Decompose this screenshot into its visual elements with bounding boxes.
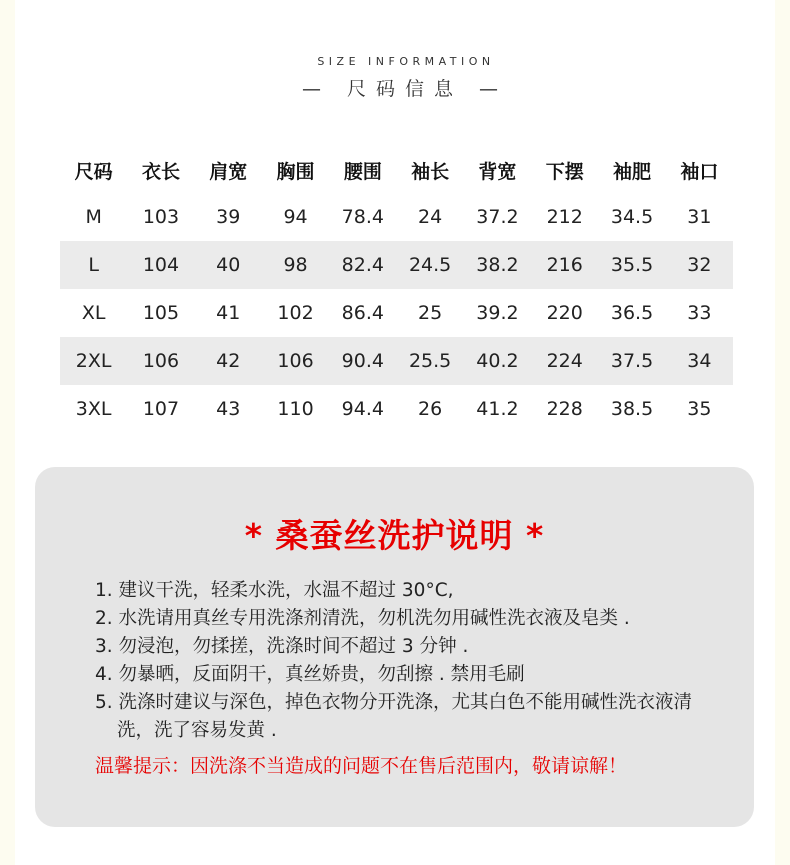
table-cell: 102 [277, 302, 314, 324]
table-cell: 38.2 [464, 241, 531, 289]
column-header: 胸围 [276, 160, 315, 183]
table-cell: 25 [418, 302, 443, 324]
table-cell: 41.2 [476, 398, 519, 420]
table-cell: 35.5 [598, 241, 665, 289]
table-cell: 90.4 [329, 337, 396, 385]
table-cell: 228 [546, 398, 583, 420]
table-cell: 110 [277, 398, 314, 420]
page [15, 0, 775, 865]
table-cell: 224 [531, 337, 598, 385]
table-cell: M [85, 206, 102, 228]
table-cell: XL [81, 302, 106, 324]
table-cell: 38.5 [610, 398, 654, 420]
column-header: 袖长 [411, 160, 450, 183]
table-cell: 34 [666, 337, 733, 385]
table-row [60, 289, 733, 337]
table-cell: 3XL [75, 398, 112, 420]
table-cell: 31 [687, 206, 712, 228]
column-header: 腰围 [343, 160, 382, 183]
table-cell: 103 [142, 206, 180, 228]
care-list [95, 577, 725, 745]
table-cell: 105 [142, 302, 180, 324]
table-cell: 25.5 [396, 337, 463, 385]
column-header: 下摆 [545, 160, 584, 183]
table-cell: 42 [195, 337, 262, 385]
table-row [60, 385, 733, 433]
table-row [60, 337, 733, 385]
table-cell: 212 [546, 206, 583, 228]
table-cell: 36.5 [610, 302, 654, 324]
table-cell: 43 [216, 398, 241, 420]
table-cell: 37.2 [476, 206, 519, 228]
list-item: 5. 洗涤时建议与深色，掉色衣物分开洗涤，尤其白色不能用碱性洗衣液清洗，洗了容易发黄 . [95, 692, 693, 741]
table-cell: 37.5 [598, 337, 665, 385]
table-cell: 82.4 [329, 241, 396, 289]
table-cell: 33 [687, 302, 712, 324]
section-header [15, 55, 775, 101]
list-item: 3. 勿浸泡，勿揉搓，洗涤时间不超过 3 分钟 . [95, 636, 469, 657]
table-cell: 106 [127, 337, 194, 385]
table-cell: 40.2 [464, 337, 531, 385]
care-instructions-card [35, 467, 754, 827]
care-title: * 桑蚕丝洗护说明 * [244, 516, 545, 555]
table-cell: 34.5 [610, 206, 654, 228]
table-cell: 41 [216, 302, 241, 324]
table-cell: 24.5 [396, 241, 463, 289]
column-header: 袖肥 [613, 160, 652, 183]
size-table-header-row [60, 147, 733, 193]
table-cell: 40 [195, 241, 262, 289]
table-cell: 104 [127, 241, 194, 289]
table-cell: 86.4 [341, 302, 384, 324]
table-cell: 39.2 [476, 302, 519, 324]
size-table [60, 147, 733, 433]
column-header: 衣长 [141, 160, 180, 183]
column-header: 背宽 [478, 160, 517, 183]
header-en-title: SIZE INFORMATION [317, 55, 495, 68]
list-item: 1. 建议干洗，轻柔水洗，水温不超过 30°C, [95, 580, 454, 601]
column-header: 尺码 [74, 160, 113, 183]
table-row [60, 241, 733, 289]
table-cell: 2XL [60, 337, 127, 385]
table-cell: 94 [283, 206, 308, 228]
table-cell: 216 [531, 241, 598, 289]
table-cell: 94.4 [341, 398, 384, 420]
table-cell: 32 [666, 241, 733, 289]
warm-tip: 温馨提示：因洗涤不当造成的问题不在售后范围内，敬请谅解！ [95, 755, 628, 777]
table-cell: 220 [546, 302, 583, 324]
table-cell: 78.4 [341, 206, 384, 228]
table-cell: 107 [142, 398, 180, 420]
table-cell: 98 [262, 241, 329, 289]
table-cell: 35 [687, 398, 712, 420]
column-header: 肩宽 [209, 160, 248, 183]
table-cell: L [60, 241, 127, 289]
list-item: 4. 勿暴晒，反面阴干，真丝娇贵，勿刮擦 . 禁用毛刷 [95, 664, 525, 685]
table-cell: 39 [216, 206, 241, 228]
table-cell: 24 [418, 206, 443, 228]
list-item: 2. 水洗请用真丝专用洗涤剂清洗，勿机洗勿用碱性洗衣液及皂类 . [95, 608, 630, 629]
table-cell: 106 [262, 337, 329, 385]
table-row [60, 193, 733, 241]
header-zh-title: — 尺码信息 — [301, 78, 509, 100]
column-header: 袖口 [680, 160, 719, 183]
table-cell: 26 [418, 398, 443, 420]
